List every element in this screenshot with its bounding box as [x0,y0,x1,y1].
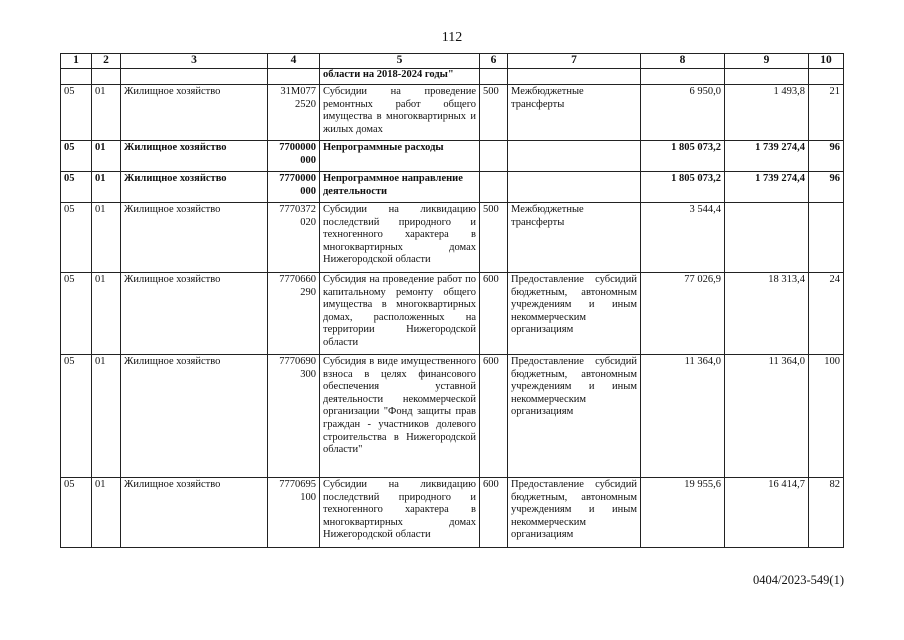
section-name: Жилищное хозяйство [121,172,268,203]
execution-percent: 21 [809,85,844,141]
expense-type-name [508,172,641,203]
continuation-text: области на 2018-2024 годы" [320,69,480,85]
expense-type-code [480,141,508,172]
table-row [61,273,844,355]
expense-description: Субсидии на проведение ремонтных работ общего имущества в многоквартирных и жилых домах [320,85,480,141]
section-code: 05 [61,273,92,355]
table-cell [121,69,268,85]
section-code: 05 [61,355,92,478]
expense-type-code: 600 [480,478,508,548]
budget-table [60,53,844,548]
actual-amount: 18 313,4 [725,273,809,355]
target-code: 7770660 290 [268,273,320,355]
planned-amount: 19 955,6 [641,478,725,548]
section-code: 05 [61,141,92,172]
table-row [61,172,844,203]
expense-type-name: Предоставление субсидий бюджетным, автономным учреждениям и иным некоммерческим организациям [508,273,641,355]
subsection-code: 01 [92,273,121,355]
target-code: 7770695 100 [268,478,320,548]
document-id: 0404/2023-549(1) [753,573,844,587]
expense-description: Субсидия на проведение работ по капитальному ремонту общего имущества в многоквартирных домах, расположенных на территории Нижегородской области [320,273,480,355]
table-row [61,203,844,273]
expense-type-code [480,172,508,203]
execution-percent: 96 [809,172,844,203]
execution-percent: 24 [809,273,844,355]
section-name: Жилищное хозяйство [121,141,268,172]
planned-amount: 77 026,9 [641,273,725,355]
table-row [61,478,844,548]
actual-amount: 11 364,0 [725,355,809,478]
header-cell: 6 [480,54,508,69]
continuation-row [61,69,844,85]
subsection-code: 01 [92,141,121,172]
table-row [61,85,844,141]
table-cell [480,69,508,85]
target-code: 7700000 000 [268,141,320,172]
table-cell [61,69,92,85]
subsection-code: 01 [92,172,121,203]
section-name: Жилищное хозяйство [121,478,268,548]
header-row [61,54,844,69]
table-cell [725,69,809,85]
header-cell: 9 [725,54,809,69]
target-code: 7770000 000 [268,172,320,203]
target-code: 31М077 2520 [268,85,320,141]
expense-type-code: 600 [480,355,508,478]
section-name: Жилищное хозяйство [121,355,268,478]
table-cell [92,69,121,85]
planned-amount: 1 805 073,2 [641,172,725,203]
header-cell: 10 [809,54,844,69]
execution-percent [809,203,844,273]
header-cell: 4 [268,54,320,69]
execution-percent: 96 [809,141,844,172]
header-cell: 5 [320,54,480,69]
expense-description: Субсидия в виде имущественного взноса в целях финансового обеспечения уставной деятельности некоммерческой организации "Фонд защиты прав граждан - участников долевого строительства в Нижегородской области" [320,355,480,478]
table-row [61,355,844,478]
header-cell: 3 [121,54,268,69]
table-cell [641,69,725,85]
header-cell: 8 [641,54,725,69]
expense-type-name [508,141,641,172]
table-cell [809,69,844,85]
execution-percent: 82 [809,478,844,548]
planned-amount: 6 950,0 [641,85,725,141]
expense-description: Непрограммное направление деятельности [320,172,480,203]
expense-type-name: Межбюджетные трансферты [508,203,641,273]
header-cell: 7 [508,54,641,69]
actual-amount [725,203,809,273]
section-name: Жилищное хозяйство [121,203,268,273]
subsection-code: 01 [92,478,121,548]
page-number: 112 [441,30,463,45]
planned-amount: 3 544,4 [641,203,725,273]
table-cell [508,69,641,85]
section-code: 05 [61,478,92,548]
target-code: 7770690 300 [268,355,320,478]
section-name: Жилищное хозяйство [121,85,268,141]
target-code: 7770372 020 [268,203,320,273]
table-row [61,141,844,172]
expense-type-code: 600 [480,273,508,355]
expense-description: Субсидии на ликвидацию последствий природного и техногенного характера в многоквартирных домах Нижегородской области [320,203,480,273]
section-name: Жилищное хозяйство [121,273,268,355]
expense-type-code: 500 [480,203,508,273]
actual-amount: 1 739 274,4 [725,141,809,172]
planned-amount: 11 364,0 [641,355,725,478]
expense-type-name: Предоставление субсидий бюджетным, автономным учреждениям и иным некоммерческим организациям [508,478,641,548]
section-code: 05 [61,85,92,141]
expense-type-name: Предоставление субсидий бюджетным, автономным учреждениям и иным некоммерческим организациям [508,355,641,478]
subsection-code: 01 [92,203,121,273]
actual-amount: 1 739 274,4 [725,172,809,203]
execution-percent: 100 [809,355,844,478]
planned-amount: 1 805 073,2 [641,141,725,172]
expense-description: Непрограммные расходы [320,141,480,172]
subsection-code: 01 [92,85,121,141]
subsection-code: 01 [92,355,121,478]
expense-description: Субсидии на ликвидацию последствий природного и техногенного характера в многоквартирных домах Нижегородской области [320,478,480,548]
actual-amount: 1 493,8 [725,85,809,141]
section-code: 05 [61,172,92,203]
actual-amount: 16 414,7 [725,478,809,548]
table-cell [268,69,320,85]
expense-type-name: Межбюджетные трансферты [508,85,641,141]
section-code: 05 [61,203,92,273]
header-cell: 2 [92,54,121,69]
expense-type-code: 500 [480,85,508,141]
header-cell: 1 [61,54,92,69]
